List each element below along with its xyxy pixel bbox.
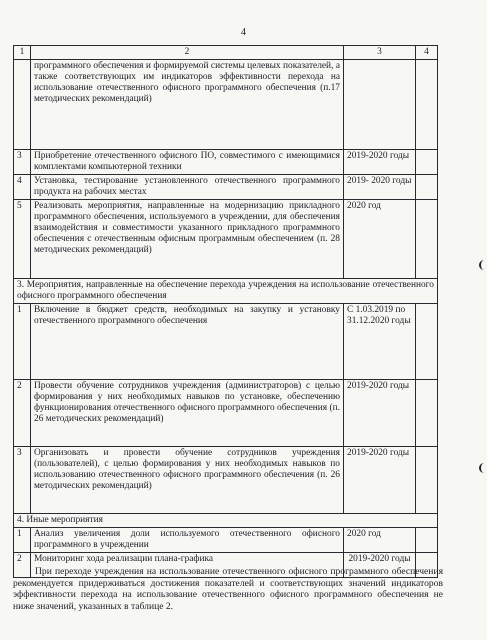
table-row (14, 175, 438, 200)
row-number: 2 (14, 380, 31, 447)
table-row (14, 380, 438, 447)
section-4-title: 4. Иные мероприятия (14, 514, 438, 528)
page-number: 4 (241, 27, 246, 38)
row-period: 2020 год (344, 528, 416, 553)
row-number: 4 (14, 175, 31, 200)
header-col-3: 3 (344, 46, 416, 60)
table-row (14, 150, 438, 175)
header-row (14, 46, 438, 60)
table-row (14, 447, 438, 514)
row-text: Установка, тестирование установленного отечественного программного продукта на рабочих местах (31, 175, 344, 200)
row-period: 2019-2020 годы (344, 380, 416, 447)
row-text: Приобретение отечественного офисного ПО, совместимого с имеющимися комплектами компьютерной техники (31, 150, 344, 175)
row-text: Включение в бюджет средств, необходимых на закупку и установку отечественного программного обеспечения (31, 304, 344, 380)
row-number: 1 (14, 304, 31, 380)
row-number: 3 (14, 447, 31, 514)
binder-hole-mark (479, 260, 487, 270)
row-text: Реализовать мероприятия, направленные на модернизацию прикладного программного обеспечения, используемого в учреждении, для обеспечения взаимодействия и совместимости указанного прикладного программного обеспечения с отечественным офисным программным обеспечением (п. 28 методических рекомендаций) (31, 200, 344, 279)
header-col-2: 2 (31, 46, 344, 60)
binder-hole-mark (479, 463, 487, 473)
row-number: 2 (14, 553, 31, 578)
row-period: 2019-2020 годы (344, 447, 416, 514)
section-3-header (14, 279, 438, 304)
row-text: Организовать и провести обучение сотрудников учреждения (пользователей), с целью формирования у них необходимых навыков по использованию отечественного офисного программного обеспечения (п. 26 методических рекомендаций) (31, 447, 344, 514)
row-period: 2020 год (344, 200, 416, 279)
row-text: Анализ увеличения доли используемого отечественного офисного программного в учреждении (31, 528, 344, 553)
table-row (14, 528, 438, 553)
section-3-title: 3. Мероприятия, направленные на обеспечение перехода учреждения на использование отечественного офисного программного обеспечения (14, 279, 438, 304)
table-row (14, 60, 438, 150)
table-row (14, 200, 438, 279)
continuation-text: программного обеспечения и формируемой системы целевых показателей, а также соответствующих им индикаторов эффективности перехода на использование отечественного офисного программного обеспечения (п.17 методических рекомендаций) (31, 60, 344, 150)
row-number: 3 (14, 150, 31, 175)
table-row (14, 304, 438, 380)
row-number: 1 (14, 528, 31, 553)
row-text: Провести обучение сотрудников учреждения (администраторов) с целью формирования у них необходимых навыков по установке, обеспечению функционирования отечественного офисного программного обеспечения (п. 26 методических рекомендаций) (31, 380, 344, 447)
row-period: С 1.03.2019 по 31.12.2020 годы (344, 304, 416, 380)
row-period: 2019- 2020 годы (344, 175, 416, 200)
header-col-4: 4 (416, 46, 438, 60)
row-period: 2019-2020 годы (344, 553, 416, 578)
section-4-header (14, 514, 438, 528)
row-number: 5 (14, 200, 31, 279)
row-text: Мониторинг хода реализации плана-графика (31, 553, 344, 578)
footer-paragraph: При переходе учреждения на использование отечественного офисного программного обеспечения рекомендуется придерживаться достижения показателей и соответствующих значений индикаторов эффективности перехода на использование отечественного офисного программного обеспечения не ниже значений, указанных в таблице 2. (13, 566, 443, 612)
measures-table (13, 45, 438, 578)
row-period: 2019-2020 годы (344, 150, 416, 175)
header-col-1: 1 (14, 46, 31, 60)
